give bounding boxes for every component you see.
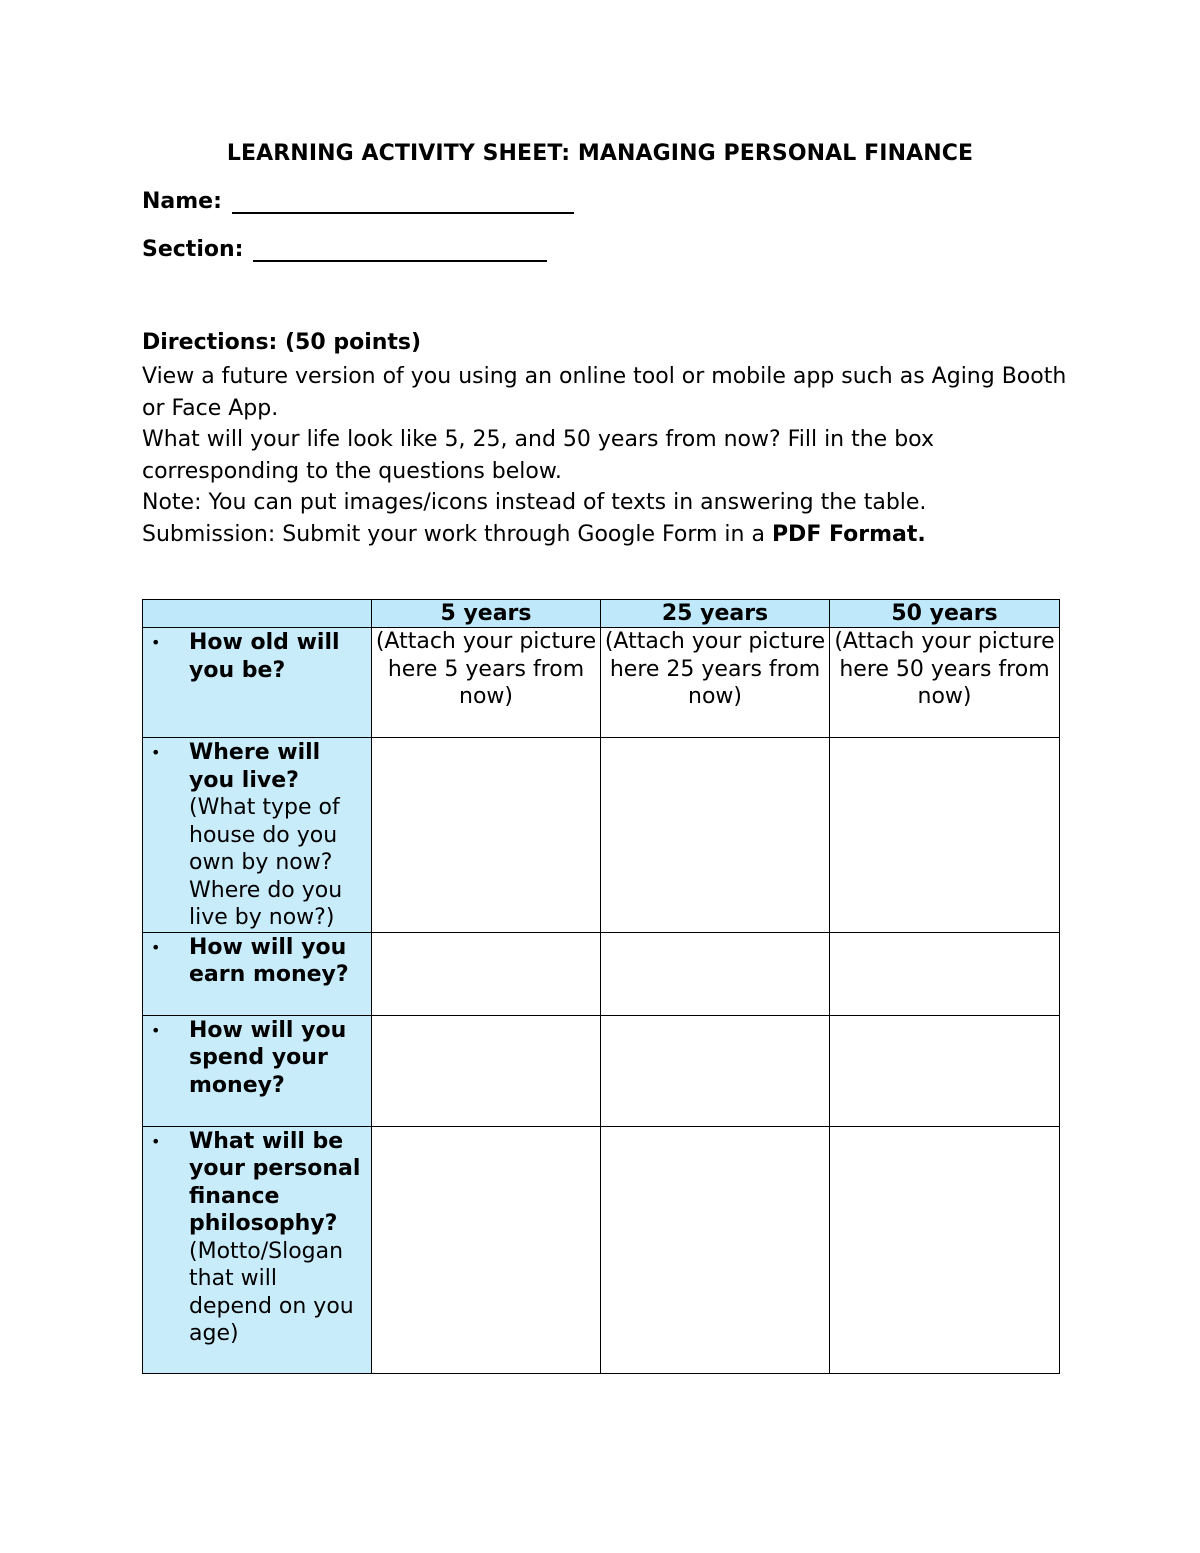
name-field: [142, 189, 574, 214]
future-self-table: [142, 599, 1060, 1374]
question-text: How will you spend your money?: [189, 1017, 347, 1098]
answer-cell[interactable]: [830, 738, 1060, 933]
bullet-icon: •: [151, 743, 161, 762]
answer-cell[interactable]: [372, 628, 601, 738]
answer-cell[interactable]: [601, 628, 830, 738]
question-cell-age: [143, 628, 372, 738]
document-title: LEARNING ACTIVITY SHEET: MANAGING PERSONAL FINANCE: [226, 141, 974, 166]
submission-line: [142, 519, 1072, 551]
table-row: [143, 1015, 1060, 1126]
directions-heading: Directions: (50 points): [142, 330, 422, 355]
question-cell-live: [143, 738, 372, 933]
question-text: How old will you be?: [189, 630, 340, 683]
attach-instruction: (Attach your picture here 5 years from now): [375, 629, 597, 709]
header-5-years: 5 years: [372, 600, 601, 628]
table-row: [143, 932, 1060, 1015]
answer-cell[interactable]: [372, 932, 601, 1015]
question-note: (Motto/Slogan that will depend on you age): [189, 1238, 354, 1346]
directions-body: [142, 361, 1072, 550]
name-blank-line[interactable]: [232, 190, 574, 214]
header-blank-cell: [143, 600, 372, 628]
section-label: Section:: [142, 237, 244, 262]
submission-format: PDF Format.: [771, 521, 926, 547]
table-row: [143, 738, 1060, 933]
answer-cell[interactable]: [830, 932, 1060, 1015]
direction-line: What will your life look like 5, 25, and 50 years from now? Fill in the box corresponding to the questions below.: [142, 427, 934, 484]
question-text: Where will you live?: [189, 740, 321, 793]
direction-line: View a future version of you using an online tool or mobile app such as Aging Booth or Face App.: [142, 364, 1067, 421]
answer-cell[interactable]: [830, 628, 1060, 738]
answer-cell[interactable]: [830, 1015, 1060, 1126]
attach-instruction: (Attach your picture here 50 years from now): [834, 629, 1055, 709]
answer-cell[interactable]: [372, 1126, 601, 1373]
question-cell-philosophy: [143, 1126, 372, 1373]
table-header-row: [143, 600, 1060, 628]
question-note: (What type of house do you own by now? Where do you live by now?): [189, 795, 343, 930]
section-blank-line[interactable]: [253, 238, 547, 262]
answer-cell[interactable]: [372, 1015, 601, 1126]
answer-cell[interactable]: [830, 1126, 1060, 1373]
question-cell-spend: [143, 1015, 372, 1126]
answer-cell[interactable]: [601, 932, 830, 1015]
attach-instruction: (Attach your picture here 25 years from now): [604, 629, 826, 709]
section-field: [142, 237, 547, 262]
table-row: [143, 628, 1060, 738]
bullet-icon: •: [151, 937, 161, 957]
table-row: [143, 1126, 1060, 1373]
bullet-icon: •: [151, 633, 161, 652]
submission-text: Submission: Submit your work through Google Form in a: [142, 521, 772, 547]
header-50-years: 50 years: [830, 600, 1060, 628]
question-text: What will be your personal finance philosophy?: [189, 1128, 361, 1236]
direction-line: Note: You can put images/icons instead of texts in answering the table.: [142, 490, 927, 515]
question-cell-earn: [143, 932, 372, 1015]
question-text: How will you earn money?: [189, 934, 349, 987]
answer-cell[interactable]: [601, 1015, 830, 1126]
bullet-icon: •: [151, 1020, 161, 1040]
name-label: Name:: [142, 189, 222, 214]
bullet-icon: •: [151, 1131, 161, 1151]
answer-cell[interactable]: [372, 738, 601, 933]
header-25-years: 25 years: [601, 600, 830, 628]
answer-cell[interactable]: [601, 1126, 830, 1373]
answer-cell[interactable]: [601, 738, 830, 933]
